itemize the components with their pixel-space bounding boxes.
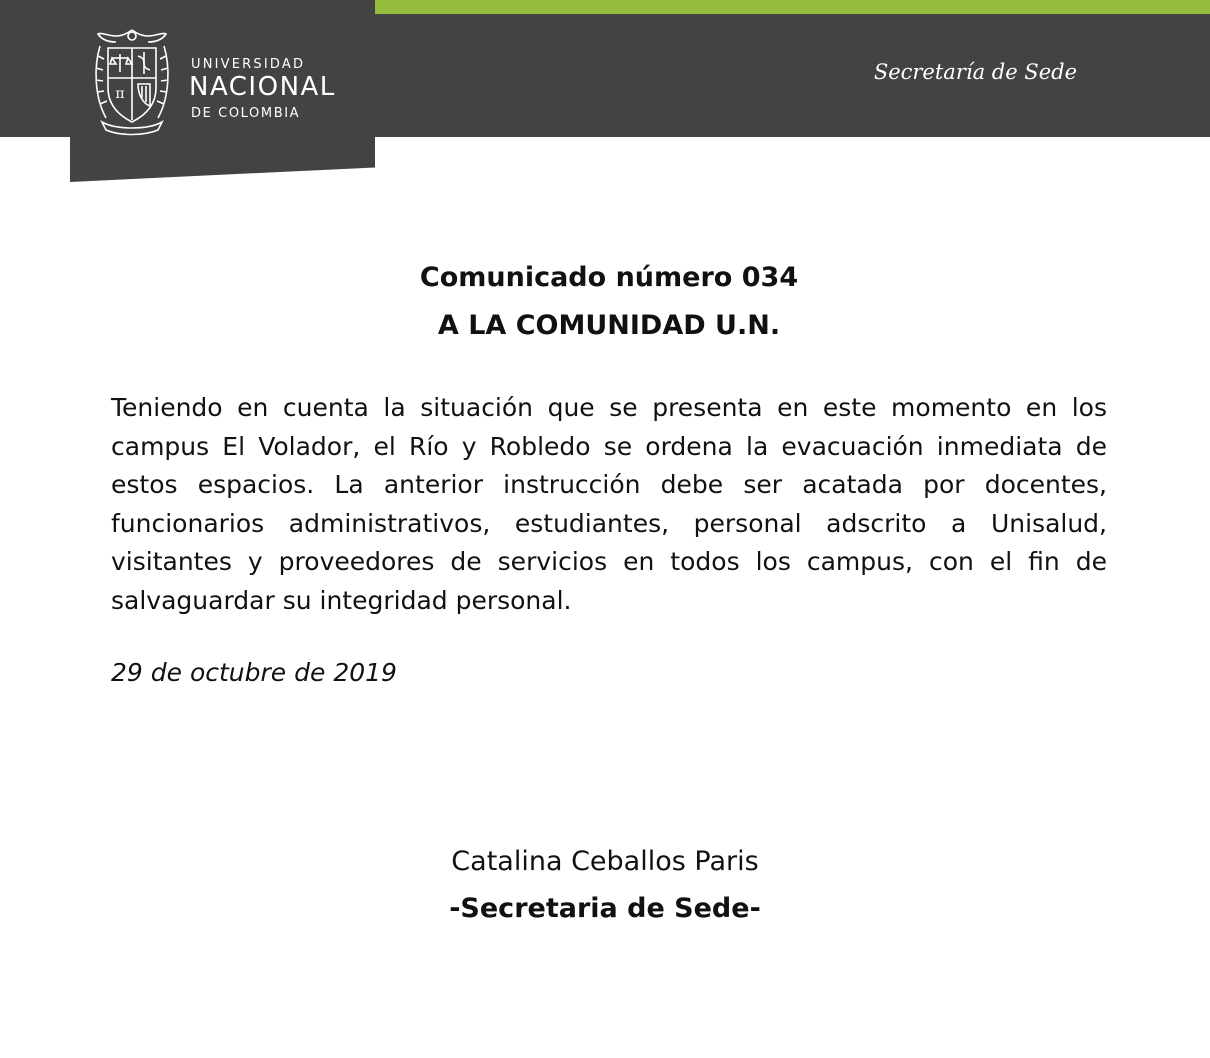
document-date: 29 de octubre de 2019 bbox=[111, 658, 397, 687]
document-body: Teniendo en cuenta la situación que se presenta en este momento en los campus El Volador, el Río y Robledo se ordena la evacuación inmediata de estos espacios. La anterior instrucción debe ser acatada por docentes, funcionarios administrativos, estudiantes, personal adscrito a Unisalud, visitantes y proveedores de servicios en todos los campus, con el fin de salvaguardar su integridad personal. bbox=[111, 393, 1107, 615]
university-name-main: NACIONAL bbox=[189, 72, 336, 102]
signer-name: Catalina Ceballos Paris bbox=[451, 846, 759, 877]
university-name-top: UNIVERSIDAD bbox=[191, 57, 306, 72]
university-name-bottom: DE COLOMBIA bbox=[191, 106, 301, 121]
department-label: Secretaría de Sede bbox=[873, 60, 1077, 84]
accent-strip bbox=[375, 0, 1210, 14]
university-seal-icon bbox=[92, 26, 172, 138]
signer-role: -Secretaria de Sede- bbox=[449, 893, 761, 924]
document-subtitle: A LA COMUNIDAD U.N. bbox=[437, 310, 781, 341]
svg-text:π: π bbox=[115, 86, 125, 102]
document-title: Comunicado número 034 bbox=[419, 262, 799, 293]
